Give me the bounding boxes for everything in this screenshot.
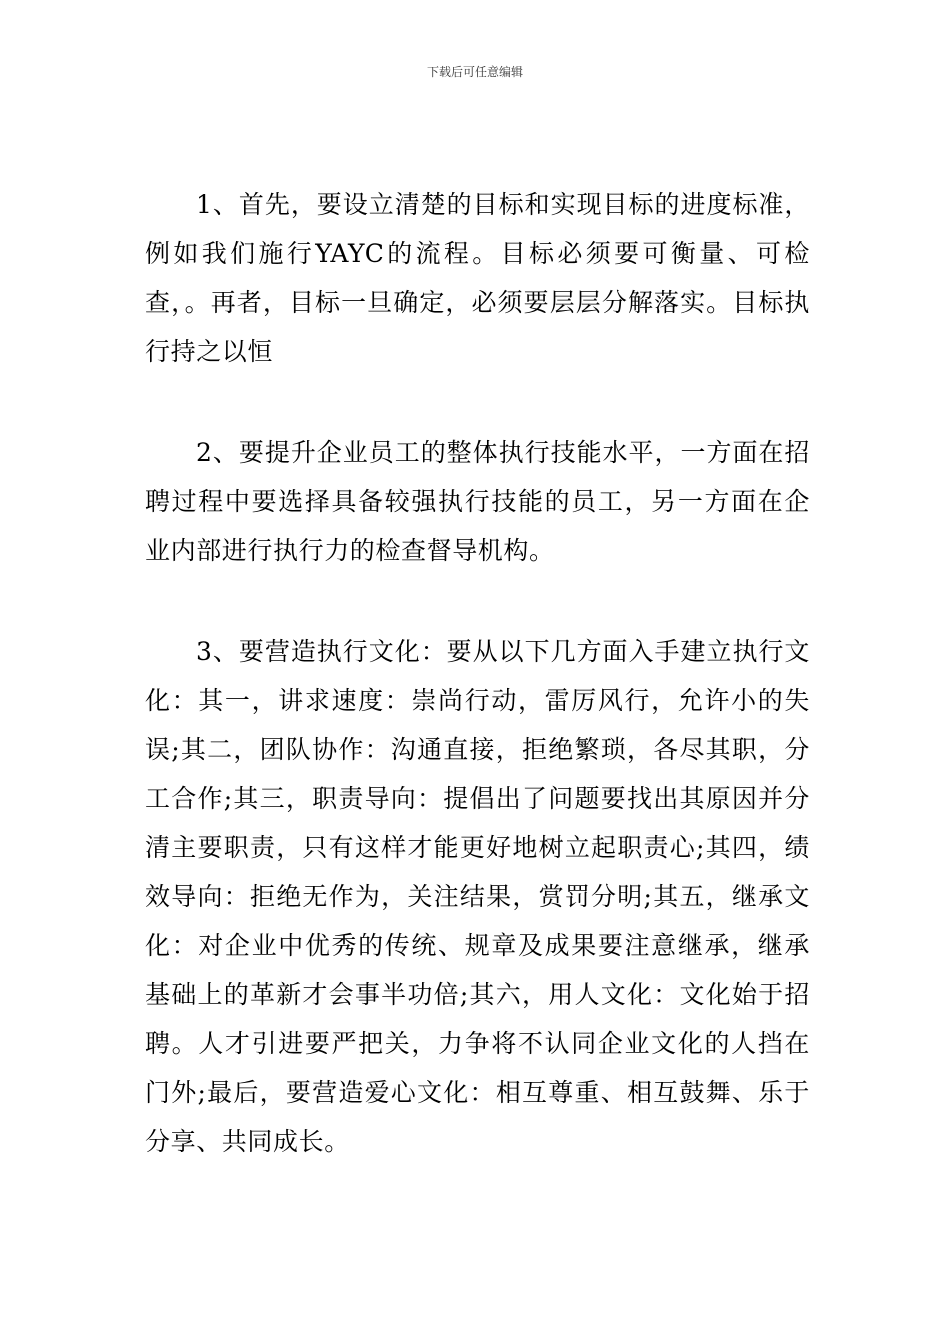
paragraph-1: 1、首先，要设立清楚的目标和实现目标的进度标准，例如我们施行YAYC的流程。目标必须要可衡量、可检查，。再者，目标一旦确定，必须要层层分解落实。目标执行持之以恒 bbox=[145, 190, 810, 366]
body-text bbox=[145, 180, 810, 1166]
header-note: 下载后可任意编辑 bbox=[426, 65, 523, 79]
paragraph-2: 2、要提升企业员工的整体执行技能水平，一方面在招聘过程中要选择具备较强执行技能的员工，另一方面在企业内部进行执行力的检查督导机构。 bbox=[145, 438, 810, 565]
paragraph-3: 3、要营造执行文化：要从以下几方面入手建立执行文化：其一，讲求速度：崇尚行动，雷厉风行，允许小的失误;其二，团队协作：沟通直接，拒绝繁琐，各尽其职，分工合作;其三，职责导向：提倡出了问题要找出其原因并分清主要职责，只有这样才能更好地树立起职责心;其四，绩效导向：拒绝无作为，关注结果，赏罚分明;其五，继承文化：对企业中优秀的传统、规章及成果要注意继承，继承基础上的革新才会事半功倍;其六，用人文化：文化始于招聘。人才引进要严把关，力争将不认同企业文化的人挡在门外;最后，要营造爱心文化：相互尊重、相互鼓舞、乐于分享、共同成长。 bbox=[145, 637, 810, 1156]
